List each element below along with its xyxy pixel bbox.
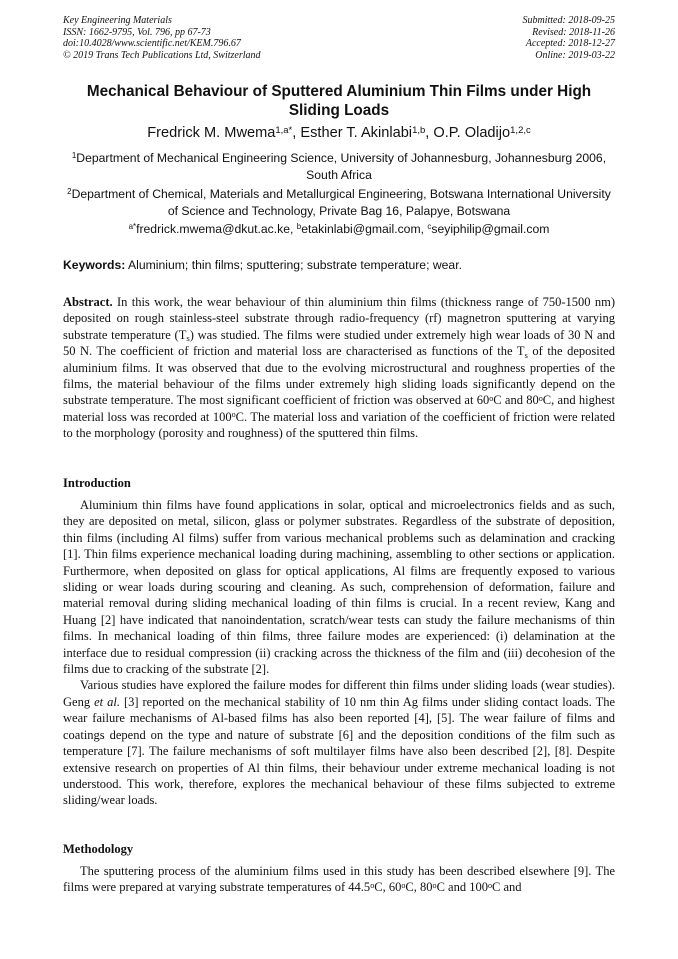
author-name: O.P. Oladijo	[433, 125, 511, 141]
subscript: s	[524, 349, 528, 360]
methodology-body	[63, 863, 615, 896]
journal-copyright: © 2019 Trans Tech Publications Ltd, Switzerland	[63, 49, 261, 61]
email-marker: b	[296, 222, 302, 232]
affiliation-text: Department of Mechanical Engineering Science, University of Johannesburg, Johannesburg 2006, South Africa	[76, 151, 607, 182]
author-affiliation-marker: 1,b	[412, 124, 426, 136]
email-link[interactable]: fredrick.mwema@dkut.ac.ke	[136, 222, 291, 236]
paragraph	[63, 677, 615, 808]
keywords-text: Aluminium; thin films; sputtering; substrate temperature; wear.	[128, 258, 462, 272]
introduction-body	[63, 497, 615, 809]
degree-mark: o	[489, 393, 494, 403]
abstract-text: In this work, the wear behaviour of thin aluminium thin films (thickness range of 750-1500 nm) deposited on rough stainless-steel substrate through radio-frequency (rf) magnetron sputtering at varying substrate temperature (T	[63, 295, 615, 342]
abstract-text: C and 80	[493, 393, 539, 408]
email-link[interactable]: seyiphilip@gmail.com	[431, 222, 550, 236]
email-marker: a*	[128, 222, 137, 232]
abstract-text: of the deposited aluminium films. It was observed that due to the evolving microstructural and roughness properties of the films, the material behaviour of the films under extremely high sliding loads significantly depend on the substrate temperature. The most significant coefficient of friction was observed at 60	[63, 344, 616, 408]
paragraph-text: C, 60	[374, 880, 402, 895]
affiliation-number: 1	[71, 151, 77, 161]
paragraph-text: C and	[492, 880, 522, 895]
affiliation-2	[63, 186, 615, 220]
abstract	[63, 294, 615, 442]
abstract-text: C, and highest material loss was recorded at 100	[63, 393, 615, 424]
paragraph	[63, 863, 615, 896]
keywords	[63, 258, 615, 272]
date-revised: Revised: 2018-11-26	[532, 26, 615, 38]
journal-issn: ISSN: 1662-9795, Vol. 796, pp 67-73	[63, 26, 211, 38]
paper-title: Mechanical Behaviour of Sputtered Aluminium Thin Films under High Sliding Loads	[86, 83, 592, 119]
abstract-text: C. The material loss and variation of the coefficient of friction were related to the morphology (porosity and roughness) of the sputtered thin films.	[63, 409, 615, 441]
abstract-label: Abstract.	[63, 295, 113, 309]
degree-mark: o	[487, 880, 493, 890]
affiliation-1	[63, 150, 615, 184]
journal-info	[63, 15, 261, 61]
affiliation-number: 2	[67, 187, 72, 197]
author-affiliation-marker: 1,2,c	[510, 124, 531, 136]
paragraph-text: The sputtering process of the aluminium films used in this study has been described elsewhere [9]. The films were prepared at varying substrate temperatures of 44.5	[63, 864, 615, 895]
paragraph-text: C and 100	[436, 880, 488, 895]
journal-doi: doi:10.4028/www.scientific.net/KEM.796.67	[63, 38, 241, 49]
date-online: Online: 2019-03-22	[535, 49, 615, 61]
journal-name: Key Engineering Materials	[63, 15, 172, 26]
author-list: Fredrick M. Mwema$^{1,a*}$, Esther T. Akinlabi$^{1,b}$, O.P. Oladijo$^{1,2,c}$	[147, 124, 531, 141]
paragraph: Aluminium thin films have found applications in solar, optical and microelectronics fields and as such, they are deposited on metal, silicon, glass or polymer substrates. Regardless of the substrate of deposition, thin films (including Al films) suffer from various mechanical problems such as delamination and cracking [1]. Thin films experience mechanical loading during machining, assembling to other sections or application. Furthermore, when deposited on glass for optical applications, Al films are frequently exposed to various sliding or wear loads during scouring and cleaning. As such, comprehension of deformation, failure and material removal during sliding mechanical loading of thin films is crucial. In a recent review, Kang and Huang [2] have indicated that nanoindentation, scratch/wear tests can study the failure mechanisms of thin films. In mechanical loading of thin films, three failure modes are experienced: (i) delamination at the interface due to residual compression (ii) cracking across the thickness of the film and (iii) decohesion of the films due to cracking of the substrate [2].	[63, 498, 615, 677]
section-heading-introduction: Introduction	[63, 476, 131, 490]
date-submitted: Submitted: 2018-09-25	[522, 15, 615, 26]
subscript: s	[186, 333, 190, 344]
degree-mark: o	[538, 393, 543, 403]
author-emails: $^{a*}$fredrick.mwema@dkut.ac.ke, $^b$etakinlabi@gmail.com, $^c$seyiphilip@gmail.com	[128, 222, 550, 236]
degree-mark: o	[432, 880, 437, 890]
date-accepted: Accepted: 2018-12-27	[525, 38, 615, 49]
paragraph-text: [3] reported on the mechanical stability of 10 nm thin Ag films under sliding contact loads. The wear failure mechanisms of Al-based films has also been reported [4], [5]. The wear failure of films and coatings depend on the type and nature of substrate [6] and the deposition conditions of the film such as temperature [7]. The failure mechanisms of soft multilayer films have also been described [2], [8]. Despite extensive research on properties of Al thin films, their behaviour under extreme mechanical loading is not understood. This work, therefore, explores the mechanical behaviour of these films subjected to extreme sliding/wear loads.	[63, 694, 616, 808]
paragraph-text-italic: et al.	[94, 694, 120, 709]
section-heading-methodology: Methodology	[63, 842, 134, 856]
degree-mark: o	[370, 880, 375, 890]
paragraph-text: C, 80	[405, 880, 433, 895]
abstract-text: ) was studied. The films were studied under extremely high wear loads of 30 N and 50 N. The coefficient of friction and material loss are characterised as functions of the T	[63, 327, 615, 359]
degree-mark: o	[401, 880, 406, 890]
paragraph-text: Various studies have explored the failure modes for different thin films under sliding loads (wear studies). Geng	[63, 678, 615, 709]
author-affiliation-marker: 1,a*	[275, 124, 293, 136]
submission-dates	[523, 15, 616, 61]
keywords-label: Keywords:	[63, 258, 126, 272]
author-name: Fredrick M. Mwema	[147, 125, 276, 141]
email-link[interactable]: etakinlabi@gmail.com	[301, 222, 421, 236]
email-marker: c	[427, 222, 432, 232]
degree-mark: o	[231, 410, 236, 420]
author-name: Esther T. Akinlabi	[300, 125, 413, 141]
affiliation-text: Department of Chemical, Materials and Metallurgical Engineering, Botswana International University of Science and Technology, Private Bag 16, Palapye, Botswana	[71, 187, 611, 218]
